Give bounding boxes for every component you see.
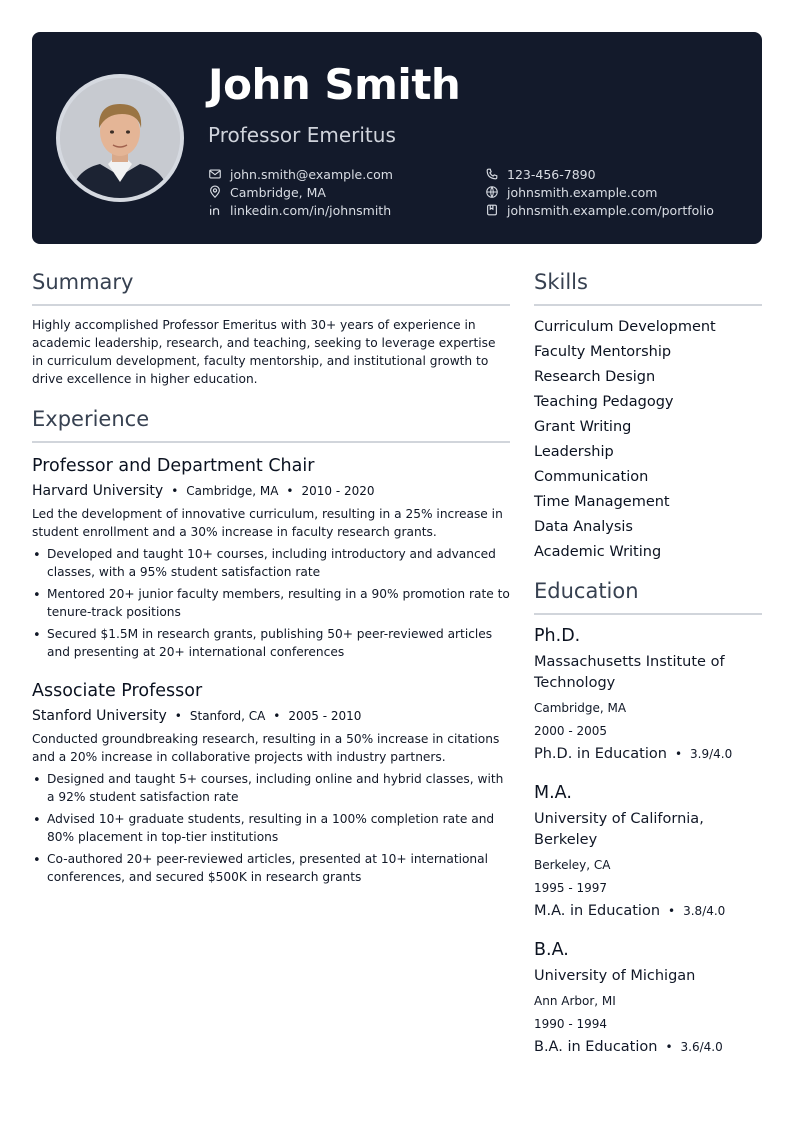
job-entry	[32, 681, 510, 886]
summary-heading: Summary	[32, 270, 134, 294]
achievement-item: • Designed and taught 5+ courses, including online and hybrid classes, with a 92% student satisfaction rate	[32, 770, 510, 806]
degree-title: B.A.	[534, 940, 569, 960]
section-divider	[32, 441, 510, 443]
skills-list	[534, 315, 762, 565]
summary-text: Highly accomplished Professor Emeritus with 30+ years of experience in academic leadership, research, and teaching, seeking to leverage expertise in curriculum development, faculty mentorship, and institutional growth to drive excellence in higher education.	[32, 318, 496, 386]
portrait-image	[60, 78, 180, 198]
gpa: 3.6/4.0	[680, 1040, 723, 1054]
field-name: M.A. in Education	[534, 903, 661, 919]
skill-item: Curriculum Development	[534, 319, 716, 335]
skill-item: Teaching Pedagogy	[534, 394, 674, 410]
school-name: University of Michigan	[534, 968, 696, 984]
skill-item: Time Management	[534, 494, 670, 510]
profile-photo	[56, 74, 184, 202]
section-divider	[534, 613, 762, 615]
achievement-item: • Co-authored 20+ peer-reviewed articles, presented at 10+ international conferences, and secured $500K in research grants	[32, 850, 510, 886]
field-name: B.A. in Education	[534, 1039, 658, 1055]
school-location: Berkeley, CA	[534, 858, 611, 872]
contact-phone-text: 123-456-7890	[507, 166, 596, 182]
resume-header	[32, 32, 762, 244]
job-achievements	[32, 545, 510, 661]
job-entry	[32, 456, 510, 661]
school-name: Massachusetts Institute of Technology	[534, 654, 725, 691]
section-divider	[534, 304, 762, 306]
contact-linkedin-text: linkedin.com/in/johnsmith	[230, 202, 392, 218]
contact-portfolio-text: johnsmith.example.com/portfolio	[507, 202, 714, 218]
experience-section	[32, 407, 510, 886]
separator-dot: •	[668, 904, 676, 918]
summary-section	[32, 270, 510, 388]
degree-title: M.A.	[534, 783, 572, 803]
skill-item: Communication	[534, 469, 649, 485]
side-column	[534, 270, 762, 1058]
contact-linkedin[interactable]	[208, 202, 485, 218]
job-title: Associate Professor	[32, 681, 203, 701]
portfolio-icon	[485, 203, 499, 217]
location-icon	[208, 185, 222, 199]
skill-item: Faculty Mentorship	[534, 344, 672, 360]
candidate-role: Professor Emeritus	[208, 123, 396, 147]
skills-section	[534, 270, 762, 565]
skill-item: Leadership	[534, 444, 614, 460]
school-location: Cambridge, MA	[534, 701, 627, 715]
job-description: Conducted groundbreaking research, resulting in a 50% increase in citations and a 20% increase in collaborative projects with industry partners.	[32, 732, 500, 764]
education-entry	[534, 783, 762, 922]
job-description: Led the development of innovative curriculum, resulting in a 25% increase in student enrollment and a 30% increase in faculty research grants.	[32, 507, 503, 539]
job-org: Stanford University	[32, 708, 167, 724]
education-years: 2000 - 2005	[534, 724, 608, 738]
contact-location	[208, 184, 485, 200]
achievement-item: • Developed and taught 10+ courses, including introductory and advanced classes, with a 95% student satisfaction rate	[32, 545, 510, 581]
skill-item: Grant Writing	[534, 419, 632, 435]
degree-field	[534, 743, 762, 765]
candidate-name: John Smith	[208, 60, 461, 109]
contact-phone[interactable]	[485, 166, 748, 182]
contact-portfolio[interactable]	[485, 202, 748, 218]
gpa: 3.8/4.0	[683, 904, 726, 918]
linkedin-icon	[208, 203, 222, 217]
mail-icon	[208, 167, 222, 181]
experience-heading: Experience	[32, 407, 150, 431]
field-name: Ph.D. in Education	[534, 746, 667, 762]
contact-list	[208, 166, 748, 218]
skills-heading: Skills	[534, 270, 588, 294]
main-column	[32, 270, 510, 890]
job-dates: 2005 - 2010	[288, 709, 362, 723]
job-location: Stanford, CA	[189, 709, 266, 723]
achievement-item: • Mentored 20+ junior faculty members, resulting in a 90% promotion rate to tenure-track positions	[32, 585, 510, 621]
job-achievements	[32, 770, 510, 886]
separator-dot: •	[171, 484, 179, 498]
separator-dot: •	[674, 747, 683, 761]
education-years: 1995 - 1997	[534, 881, 608, 895]
job-location: Cambridge, MA	[186, 484, 279, 498]
education-section	[534, 579, 762, 1058]
school-location: Ann Arbor, MI	[534, 994, 616, 1008]
education-entry	[534, 940, 762, 1058]
skill-item: Research Design	[534, 369, 656, 385]
skill-item: Data Analysis	[534, 519, 633, 535]
education-entry	[534, 626, 762, 765]
job-dates: 2010 - 2020	[301, 484, 375, 498]
skill-item: Academic Writing	[534, 544, 662, 560]
achievement-item: • Secured $1.5M in research grants, publishing 50+ peer-reviewed articles and presenting at 20+ international conferences	[32, 625, 510, 661]
degree-title: Ph.D.	[534, 626, 581, 646]
achievement-item: • Advised 10+ graduate students, resulting in a 100% completion rate and 80% placement in top-tier institutions	[32, 810, 510, 846]
gpa: 3.9/4.0	[690, 747, 733, 761]
contact-email-text: john.smith@example.com	[230, 166, 393, 182]
job-meta	[32, 708, 510, 724]
degree-field	[534, 900, 762, 922]
job-org: Harvard University	[32, 483, 164, 499]
globe-icon	[485, 185, 499, 199]
job-meta	[32, 483, 510, 499]
school-name: University of California, Berkeley	[534, 811, 704, 848]
section-divider	[32, 304, 510, 306]
education-years: 1990 - 1994	[534, 1017, 608, 1031]
contact-email[interactable]	[208, 166, 485, 182]
separator-dot: •	[286, 484, 294, 498]
contact-website-text: johnsmith.example.com	[507, 184, 658, 200]
phone-icon	[485, 167, 499, 181]
contact-location-text: Cambridge, MA	[230, 184, 326, 200]
separator-dot: •	[174, 709, 182, 723]
separator-dot: •	[665, 1040, 673, 1054]
degree-field	[534, 1036, 762, 1058]
job-title: Professor and Department Chair	[32, 456, 315, 476]
education-heading: Education	[534, 579, 639, 603]
separator-dot: •	[273, 709, 281, 723]
contact-website[interactable]	[485, 184, 748, 200]
